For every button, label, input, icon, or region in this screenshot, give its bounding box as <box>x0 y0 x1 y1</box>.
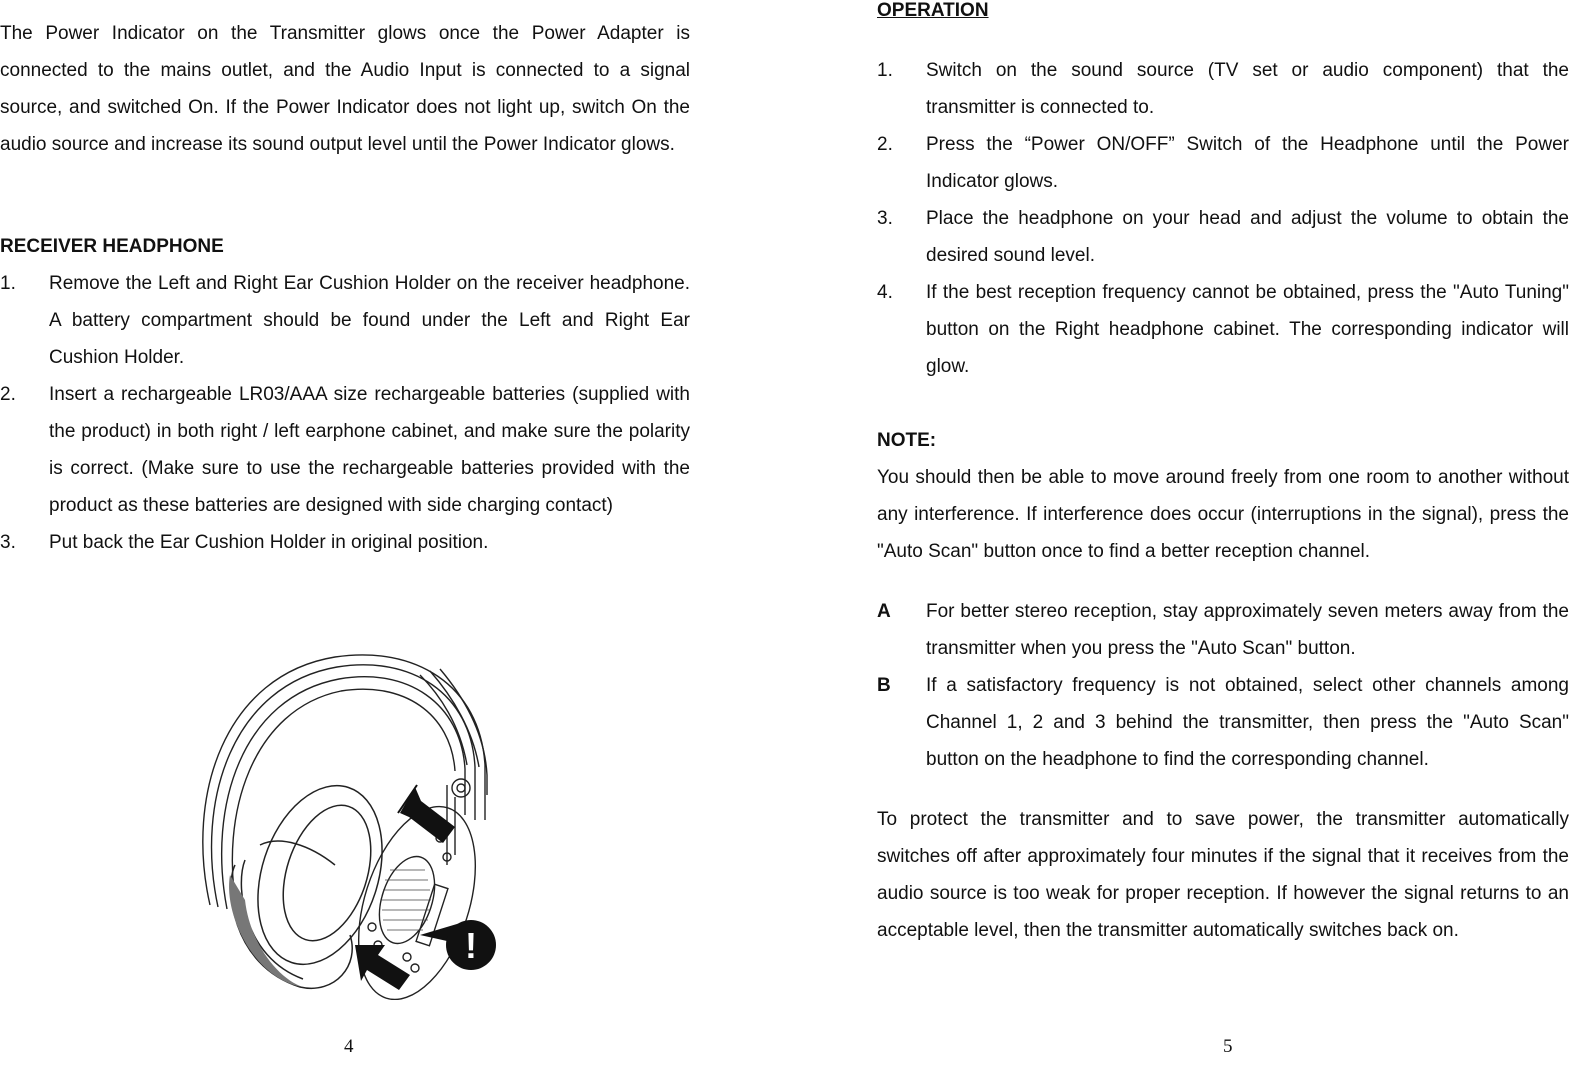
list-item <box>877 126 1569 200</box>
step-number: 1. <box>877 60 893 81</box>
list-item <box>0 376 690 524</box>
step-number: 4. <box>877 282 893 303</box>
operation-heading: OPERATION <box>877 0 989 21</box>
note-heading: NOTE: <box>877 430 937 451</box>
step-text: If the best reception frequency cannot be obtained, press the "Auto Tuning" button on the Right headphone cabinet. The corresponding indicator will glow. <box>926 282 1569 377</box>
step-number: 3. <box>877 208 893 229</box>
receiver-steps-list <box>0 265 690 561</box>
note-paragraph: You should then be able to move around freely from one room to another without any interference. If interference does occur (interruptions in the signal), press the "Auto Scan" button once to find a better reception channel. <box>877 467 1569 562</box>
step-text: Place the headphone on your head and adjust the volume to obtain the desired sound level. <box>926 208 1569 266</box>
tips-list <box>877 593 1569 778</box>
list-item <box>877 200 1569 274</box>
operation-steps-list <box>877 52 1569 385</box>
list-item <box>877 593 1569 667</box>
page-number-left: 4 <box>344 1036 354 1057</box>
warning-symbol: ! <box>465 925 477 966</box>
list-item <box>877 52 1569 126</box>
list-item <box>877 667 1569 778</box>
step-text: Switch on the sound source (TV set or audio component) that the transmitter is connected to. <box>926 60 1569 118</box>
step-number: 2. <box>877 134 893 155</box>
list-item <box>877 274 1569 385</box>
step-number: 1. <box>0 273 16 294</box>
step-text: Press the “Power ON/OFF” Switch of the Headphone until the Power Indicator glows. <box>926 134 1569 192</box>
headphone-illustration-icon <box>185 645 515 1000</box>
closing-paragraph: To protect the transmitter and to save power, the transmitter automatically switches off after approximately four minutes if the signal that it receives from the audio source is too weak for proper reception. If however the signal returns to an acceptable level, then the transmitter automatically switches back on. <box>877 809 1569 941</box>
tip-text: If a satisfactory frequency is not obtained, select other channels among Channel 1, 2 and 3 behind the transmitter, then press the "Auto Scan" button on the headphone to find the corresponding channel. <box>926 675 1569 770</box>
intro-paragraph: The Power Indicator on the Transmitter glows once the Power Adapter is connected to the mains outlet, and the Audio Input is connected to a signal source, and switched On. If the Power Indicator does not light up, switch On the audio source and increase its sound output level until the Power Indicator glows. <box>0 23 690 155</box>
tip-text: For better stereo reception, stay approximately seven meters away from the transmitter when you press the "Auto Scan" button. <box>926 601 1569 659</box>
page-number-right: 5 <box>1223 1036 1233 1057</box>
list-item <box>0 524 690 561</box>
tip-label: B <box>877 675 891 696</box>
step-number: 2. <box>0 384 16 405</box>
step-text: Put back the Ear Cushion Holder in original position. <box>49 532 489 553</box>
step-number: 3. <box>0 532 16 553</box>
tip-label: A <box>877 601 891 622</box>
receiver-headphone-heading: RECEIVER HEADPHONE <box>0 236 224 257</box>
list-item <box>0 265 690 376</box>
step-text: Insert a rechargeable LR03/AAA size rechargeable batteries (supplied with the product) in both right / left earphone cabinet, and make sure the polarity is correct. (Make sure to use the rechargeable batteries provided with the product as these batteries are designed with side charging contact) <box>49 384 690 516</box>
step-text: Remove the Left and Right Ear Cushion Holder on the receiver headphone. A battery compartment should be found under the Left and Right Ear Cushion Holder. <box>49 273 690 368</box>
